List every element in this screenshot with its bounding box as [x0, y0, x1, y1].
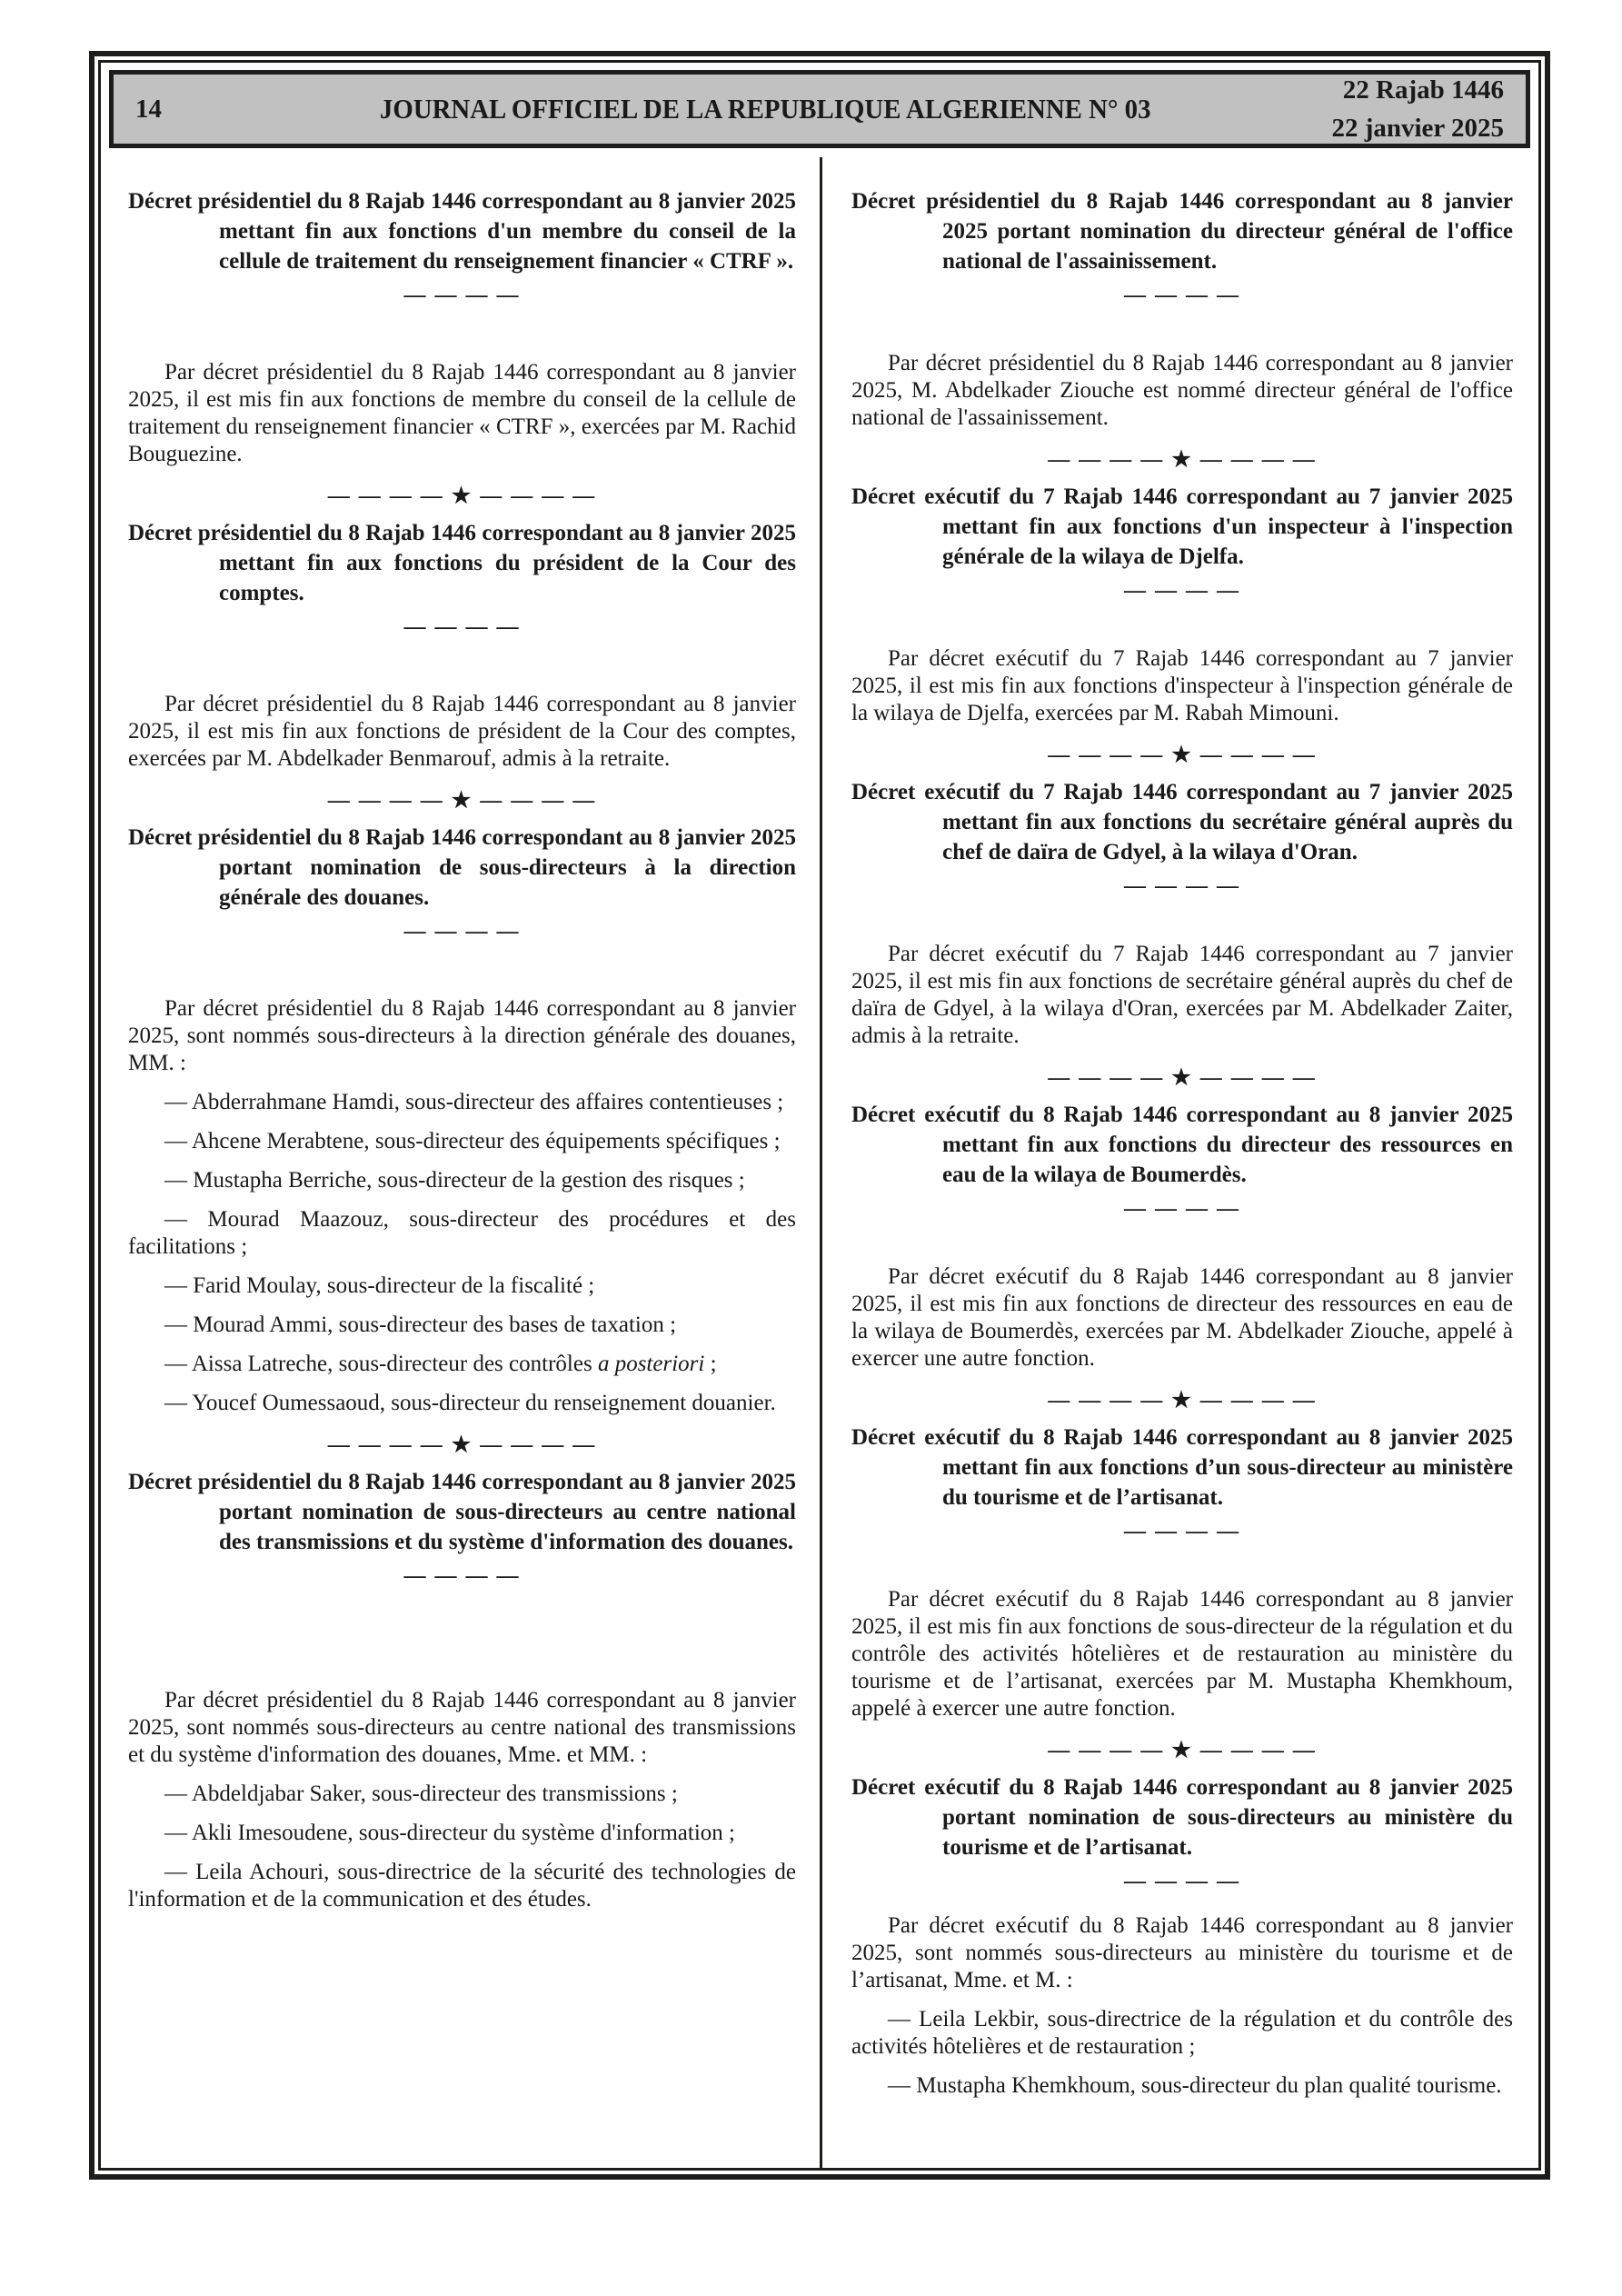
separator-star: — — — — ★ — — — — [1048, 1739, 1317, 1762]
list-item: — Mourad Ammi, sous-directeur des bases de taxation ; [164, 1313, 677, 1337]
decree-section [128, 1467, 796, 1913]
list-item: — Leila Lekbir, sous-directrice de la régulation et du contrôle des activités hôtelières et de restauration ; [851, 2007, 1513, 2059]
separator-plain: — — — — [403, 284, 521, 307]
separator-plain: — — — — [1124, 579, 1240, 603]
list-item: — Leila Achouri, sous-directrice de la sécurité des technologies de l'information et de la communication et des études. [128, 1860, 796, 1912]
separator-star: — — — — ★ — — — — [327, 789, 597, 813]
list-item-italic: a posteriori [597, 1352, 705, 1376]
decree-body: Par décret exécutif du 8 Rajab 1446 correspondant au 8 janvier 2025, il est mis fin aux fonctions de directeur des ressources en eau de la wilaya de Boumerdès, exercées par M. Abdelkader Ziouche, appelé à exercer une autre fonction. [851, 1264, 1513, 1371]
decree-body-intro: Par décret présidentiel du 8 Rajab 1446 correspondant au 8 janvier 2025, sont nommés sous-directeurs à la direction générale des douanes, MM. : [128, 996, 796, 1075]
decree-section [128, 823, 796, 1458]
decree-title: Décret présidentiel du 8 Rajab 1446 correspondant au 8 janvier 2025 portant nomination de sous-directeurs au centre national des transmissions et du système d'information des douanes. [128, 1470, 796, 1554]
right-column [820, 157, 1538, 2168]
decree-section [851, 1100, 1513, 1413]
journal-title-text: JOURNAL OFFICIEL DE LA REPUBLIQUE ALGERIENNE N° 03 [379, 93, 1151, 125]
decree-title: Décret présidentiel du 8 Rajab 1446 correspondant au 8 janvier 2025 mettant fin aux fonctions du président de la Cour des comptes. [128, 521, 796, 605]
page-header [109, 70, 1530, 148]
left-column [101, 157, 820, 2168]
separator-plain: — — — — [1124, 284, 1240, 307]
list-item: — Youcef Oumessaoud, sous-directeur du renseignement douanier. [164, 1391, 776, 1415]
list-item: — Farid Moulay, sous-directeur de la fiscalité ; [164, 1273, 595, 1298]
list-item: — Ahcene Merabtene, sous-directeur des équipements spécifiques ; [164, 1129, 781, 1153]
date-hijri: 22 Rajab 1446 [1342, 75, 1504, 105]
decree-body: Par décret exécutif du 7 Rajab 1446 correspondant au 7 janvier 2025, il est mis fin aux fonctions d'inspecteur à l'inspection générale de la wilaya de Djelfa, exercées par M. Rabah Mimouni. [851, 646, 1513, 725]
separator-star: — — — — ★ — — — — [1048, 744, 1317, 767]
separator-plain: — — — — [403, 615, 521, 639]
header-dates [1277, 71, 1504, 147]
decree-section [851, 777, 1513, 1091]
journal-title [254, 93, 1277, 125]
decree-title: Décret exécutif du 8 Rajab 1446 correspondant au 8 janvier 2025 mettant fin aux fonctions d’un sous-directeur au ministère du tourisme et de l’artisanat. [851, 1425, 1513, 1510]
separator-plain: — — — — [1124, 1197, 1240, 1221]
separator-plain: — — — — [403, 920, 521, 943]
separator-star: — — — — ★ — — — — [1048, 1066, 1317, 1090]
list-item [128, 1351, 796, 1378]
separator-plain: — — — — [1124, 1870, 1240, 1893]
separator-plain: — — — — [403, 1564, 521, 1588]
list-item: — Mustapha Berriche, sous-directeur de la gestion des risques ; [164, 1168, 745, 1193]
decree-title: Décret présidentiel du 8 Rajab 1446 correspondant au 8 janvier 2025 mettant fin aux fonctions d'un membre du conseil de la cellule de traitement du renseignement financier « CTRF ». [128, 189, 796, 274]
separator-star: — — — — ★ — — — — [327, 484, 597, 508]
decree-title: Décret exécutif du 8 Rajab 1446 correspondant au 8 janvier 2025 portant nomination de sous-directeurs au ministère du tourisme et de l’artisanat. [851, 1775, 1513, 1860]
list-item-text: ; [704, 1352, 717, 1376]
decree-section [851, 1423, 1513, 1763]
content-columns [101, 157, 1538, 2168]
page-number: 14 [135, 94, 162, 124]
decree-section [128, 518, 796, 814]
page-inner-frame [98, 60, 1541, 2171]
list-item: — Akli Imesoudene, sous-directeur du système d'information ; [164, 1821, 735, 1845]
decree-title: Décret exécutif du 7 Rajab 1446 correspondant au 7 janvier 2025 mettant fin aux fonctions du secrétaire général auprès du chef de daïra de Gdyel, à la wilaya d'Oran. [851, 780, 1513, 864]
list-item: — Abdeldjabar Saker, sous-directeur des transmissions ; [164, 1782, 678, 1806]
separator-star: — — — — ★ — — — — [327, 1433, 597, 1457]
date-gregorian: 22 janvier 2025 [1331, 114, 1504, 143]
decree-section [128, 186, 796, 509]
decree-body-intro: Par décret exécutif du 8 Rajab 1446 correspondant au 8 janvier 2025, sont nommés sous-directeurs au ministère du tourisme et de l’artisanat, Mme. et M. : [851, 1913, 1513, 1992]
list-item: — Mustapha Khemkhoum, sous-directeur du plan qualité tourisme. [888, 2073, 1502, 2098]
decree-section [851, 186, 1513, 473]
decree-title: Décret exécutif du 7 Rajab 1446 correspondant au 7 janvier 2025 mettant fin aux fonctions d'un inspecteur à l'inspection générale de la wilaya de Djelfa. [851, 484, 1513, 569]
list-item: — Mourad Maazouz, sous-directeur des procédures et des facilitations ; [128, 1207, 796, 1259]
decree-body: Par décret présidentiel du 8 Rajab 1446 correspondant au 8 janvier 2025, M. Abdelkader Ziouche est nommé directeur général de l'office national de l'assainissement. [851, 351, 1513, 430]
separator-star: — — — — ★ — — — — [1048, 1389, 1317, 1413]
decree-body: Par décret présidentiel du 8 Rajab 1446 correspondant au 8 janvier 2025, il est mis fin aux fonctions de président de la Cour des comptes, exercées par M. Abdelkader Benmarouf, admis à la retraite. [128, 692, 796, 771]
decree-body-intro: Par décret présidentiel du 8 Rajab 1446 correspondant au 8 janvier 2025, sont nommés sous-directeurs au centre national des transmissions et du système d'information des douanes, Mme. et MM. : [128, 1688, 796, 1767]
list-item-text: — Aissa Latreche, sous-directeur des contrôles [164, 1352, 598, 1376]
decree-body: Par décret exécutif du 7 Rajab 1446 correspondant au 7 janvier 2025, il est mis fin aux fonctions de secrétaire général auprès du chef de daïra de Gdyel, à la wilaya d'Oran, exercées par M. Abdelkader Zaiter, admis à la retraite. [851, 942, 1513, 1048]
decree-section [851, 1772, 1513, 2100]
list-item: — Abderrahmane Hamdi, sous-directeur des affaires contentieuses ; [164, 1090, 784, 1114]
decree-section [851, 482, 1513, 768]
decree-body: Par décret présidentiel du 8 Rajab 1446 correspondant au 8 janvier 2025, il est mis fin aux fonctions de membre du conseil de la cellule de traitement du renseignement financier « CTRF », exercées par M. Rachid Bouguezine. [128, 360, 796, 466]
page-frame [89, 51, 1550, 2180]
decree-title: Décret exécutif du 8 Rajab 1446 correspondant au 8 janvier 2025 mettant fin aux fonctions du directeur des ressources en eau de la wilaya de Boumerdès. [851, 1103, 1513, 1187]
separator-plain: — — — — [1124, 1520, 1240, 1543]
decree-title: Décret présidentiel du 8 Rajab 1446 correspondant au 8 janvier 2025 portant nomination du directeur général de l'office national de l'assainissement. [851, 189, 1513, 274]
decree-body: Par décret exécutif du 8 Rajab 1446 correspondant au 8 janvier 2025, il est mis fin aux fonctions de sous-directeur de la régulation et du contrôle des activités hôtelières et de restauration au ministère du tourisme et de l’artisanat, exercées par M. Mustapha Khemkhoum, appelé à exercer une autre fonction. [851, 1587, 1513, 1721]
separator-star: — — — — ★ — — — — [1048, 448, 1317, 472]
separator-plain: — — — — [1124, 874, 1240, 898]
decree-title: Décret présidentiel du 8 Rajab 1446 correspondant au 8 janvier 2025 portant nomination de sous-directeurs à la direction générale des douanes. [128, 825, 796, 910]
